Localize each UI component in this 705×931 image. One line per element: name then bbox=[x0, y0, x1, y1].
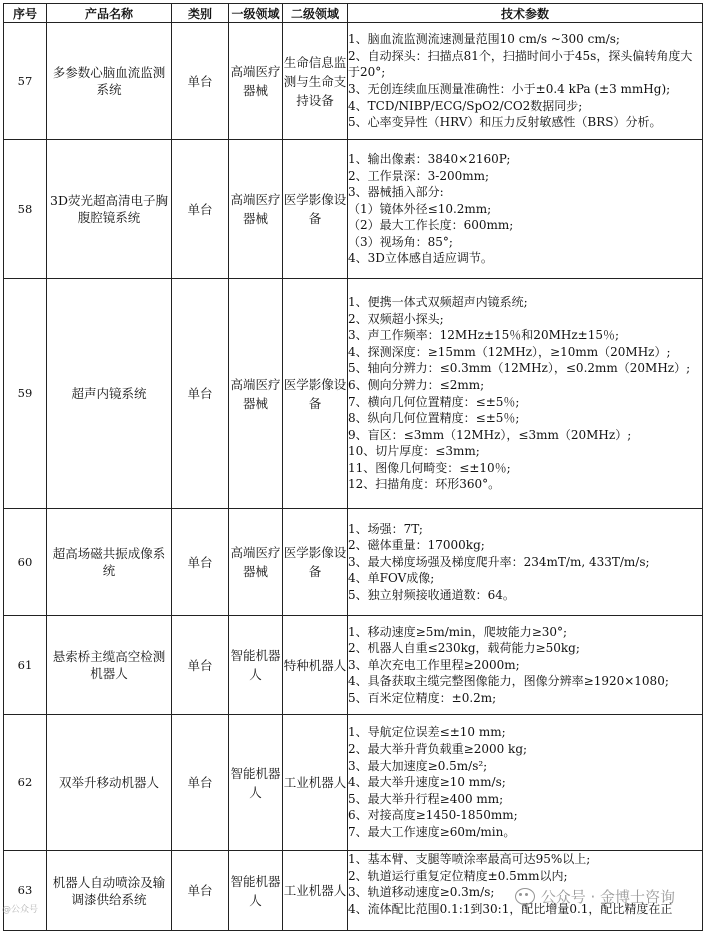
product-name: 3D荧光超高清电子胸腹腔镜系统 bbox=[47, 140, 172, 279]
param-line: 2、自动探头：扫描点81个，扫描时间小于45s，探头偏转角度大于20°; bbox=[348, 48, 693, 80]
level2-domain: 工业机器人 bbox=[283, 851, 348, 931]
param-line: 4、最大举升速度≥10 mm/s; bbox=[348, 775, 506, 790]
param-line: 3、最大加速度≥0.5m/s²; bbox=[348, 758, 488, 773]
param-line: 1、输出像素：3840×2160P; bbox=[348, 151, 511, 166]
row-no: 57 bbox=[4, 23, 47, 140]
param-line: 12、扫描角度：环形360°。 bbox=[348, 477, 501, 492]
category: 单台 bbox=[172, 616, 229, 715]
level2-domain: 医学影像设备 bbox=[283, 279, 348, 509]
header-row bbox=[4, 4, 703, 23]
row-no: 61 bbox=[4, 616, 47, 715]
param-line: 6、侧向分辨力：≤2mm; bbox=[348, 377, 485, 392]
level1-domain: 高端医疗器械 bbox=[229, 23, 283, 140]
param-line: 2、最大举升背负载重≥2000 kg; bbox=[348, 742, 528, 757]
param-line: 9、盲区：≤3mm（12MHz），≤3mm（20MHz）; bbox=[348, 427, 632, 442]
table-row bbox=[4, 509, 703, 616]
table-row bbox=[4, 279, 703, 509]
row-no: 59 bbox=[4, 279, 47, 509]
product-name: 双举升移动机器人 bbox=[47, 715, 172, 851]
tech-params bbox=[348, 616, 703, 715]
param-line: 3、最大梯度场强及梯度爬升率：234mT/m, 433T/m/s; bbox=[348, 554, 650, 569]
header-params: 技术参数 bbox=[348, 4, 703, 23]
product-name: 多参数心脑血流监测系统 bbox=[47, 23, 172, 140]
param-line: 2、机器人自重≤230kg，载荷能力≥50kg; bbox=[348, 641, 580, 656]
category: 单台 bbox=[172, 851, 229, 931]
category: 单台 bbox=[172, 279, 229, 509]
param-line: 5、心率变异性（HRV）和压力反射敏感性（BRS）分析。 bbox=[348, 115, 662, 130]
category: 单台 bbox=[172, 715, 229, 851]
param-line: 5、百米定位精度：±0.2m; bbox=[348, 690, 497, 705]
param-line: （2）最大工作长度：600mm; bbox=[348, 218, 514, 233]
level1-domain: 高端医疗器械 bbox=[229, 140, 283, 279]
category: 单台 bbox=[172, 509, 229, 616]
corner-watermark: @公众号 bbox=[2, 905, 39, 915]
level2-domain: 医学影像设备 bbox=[283, 509, 348, 616]
param-line: 7、横向几何位置精度：≤±5％; bbox=[348, 394, 520, 409]
param-line: （1）镜体外径≤10.2mm; bbox=[348, 201, 492, 216]
level2-domain: 生命信息监测与生命支持设备 bbox=[283, 23, 348, 140]
table-row bbox=[4, 140, 703, 279]
watermark bbox=[515, 886, 675, 907]
tech-params bbox=[348, 279, 703, 509]
param-line: 1、便携一体式双频超声内镜系统; bbox=[348, 294, 528, 309]
tech-params bbox=[348, 140, 703, 279]
level1-domain: 高端医疗器械 bbox=[229, 509, 283, 616]
param-line: 1、移动速度≥5m/min，爬坡能力≥30°; bbox=[348, 624, 568, 639]
param-line: 2、轨道运行重复定位精度±0.5mm以内; bbox=[348, 868, 568, 883]
param-line: 3、无创连续血压测量准确性：小于±0.4 kPa (±3 mmHg); bbox=[348, 82, 671, 96]
param-line: 4、单FOV成像; bbox=[348, 571, 435, 586]
param-line: 1、脑血流监测流速测量范围10 cm/s ~300 cm/s; bbox=[348, 32, 620, 47]
param-line: 4、TCD/NIBP/ECG/SpO2/CO2数据同步; bbox=[348, 98, 583, 113]
header-name: 产品名称 bbox=[47, 4, 172, 23]
param-line: 1、场强：7T; bbox=[348, 521, 423, 536]
param-line: 2、磁体重量：17000kg; bbox=[348, 538, 485, 553]
level2-domain: 特种机器人 bbox=[283, 616, 348, 715]
param-line: 1、导航定位误差≤±10 mm; bbox=[348, 725, 506, 740]
category: 单台 bbox=[172, 140, 229, 279]
param-line: 5、最大举升行程≥400 mm; bbox=[348, 791, 504, 806]
row-no: 58 bbox=[4, 140, 47, 279]
param-line: 4、探测深度：≥15mm（12MHz），≥10mm（20MHz）; bbox=[348, 344, 671, 359]
row-no: 62 bbox=[4, 715, 47, 851]
param-line: （3）视场角：85°; bbox=[348, 234, 453, 249]
spec-table bbox=[3, 3, 703, 931]
level2-domain: 工业机器人 bbox=[283, 715, 348, 851]
product-name: 悬索桥主缆高空检测机器人 bbox=[47, 616, 172, 715]
param-line: 4、3D立体感自适应调节。 bbox=[348, 251, 493, 266]
watermark-text: 公众号 · 金博士咨询 bbox=[540, 888, 675, 906]
param-line: 6、对接高度≥1450-1850mm; bbox=[348, 808, 518, 823]
param-line: 3、声工作频率：12MHz±15％和20MHz±15％; bbox=[348, 328, 620, 343]
table-row bbox=[4, 616, 703, 715]
header-category: 类别 bbox=[172, 4, 229, 23]
product-name: 超声内镜系统 bbox=[47, 279, 172, 509]
header-no: 序号 bbox=[4, 4, 47, 23]
table-row bbox=[4, 715, 703, 851]
level2-domain: 医学影像设备 bbox=[283, 140, 348, 279]
param-line: 2、双频超小探头; bbox=[348, 311, 444, 326]
param-line: 1、基本臂、支腿等喷涂率最高可达95%以上; bbox=[348, 852, 591, 866]
row-no: 63 bbox=[4, 851, 47, 931]
category: 单台 bbox=[172, 23, 229, 140]
param-line: 10、切片厚度：≤3mm; bbox=[348, 444, 480, 459]
row-no: 60 bbox=[4, 509, 47, 616]
level1-domain: 智能机器人 bbox=[229, 715, 283, 851]
param-line: 3、单次充电工作里程≥2000m; bbox=[348, 657, 520, 672]
param-line: 3、器械插入部分: bbox=[348, 185, 444, 200]
param-line: 7、最大工作速度≥60m/min。 bbox=[348, 824, 516, 839]
param-line: 2、工作景深：3-200mm; bbox=[348, 168, 490, 183]
param-line: 5、轴向分辨力：≤0.3mm（12MHz），≤0.2mm（20MHz）; bbox=[348, 361, 691, 376]
table-row bbox=[4, 23, 703, 140]
level1-domain: 高端医疗器械 bbox=[229, 279, 283, 509]
param-line: 5、独立射频接收通道数：64。 bbox=[348, 587, 515, 602]
tech-params bbox=[348, 715, 703, 851]
param-line: 8、纵向几何位置精度：≤±5％; bbox=[348, 411, 520, 426]
param-line: 3、轨道移动速度≥0.3m/s; bbox=[348, 885, 495, 900]
level1-domain: 智能机器人 bbox=[229, 851, 283, 931]
tech-params bbox=[348, 509, 703, 616]
level1-domain: 智能机器人 bbox=[229, 616, 283, 715]
param-line: 4、具备获取主缆完整图像能力，图像分辨率≥1920×1080; bbox=[348, 674, 669, 689]
header-level1: 一级领域 bbox=[229, 4, 283, 23]
header-level2: 二级领域 bbox=[283, 4, 348, 23]
param-line: 4、流体配比范围0.1:1到30:1，配比增量0.1，配比精度在正 bbox=[348, 901, 673, 916]
wechat-icon bbox=[515, 888, 535, 905]
product-name: 超高场磁共振成像系统 bbox=[47, 509, 172, 616]
param-line: 11、图像几何畸变：≤±10％; bbox=[348, 460, 511, 475]
tech-params bbox=[348, 23, 703, 140]
product-name: 机器人自动喷涂及输调漆供给系统 bbox=[47, 851, 172, 931]
